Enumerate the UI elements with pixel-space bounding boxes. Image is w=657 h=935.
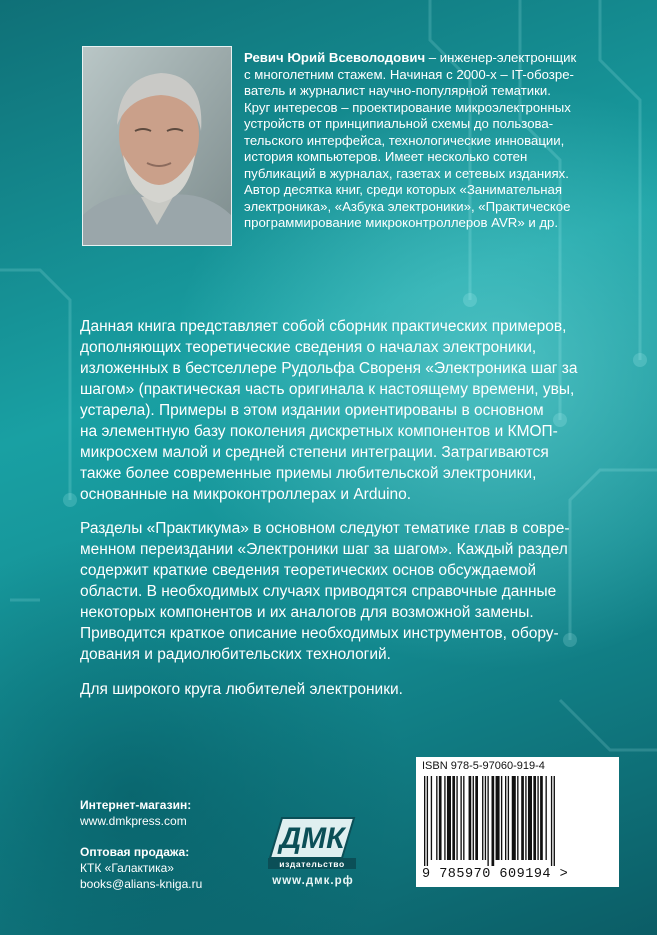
- author-bio-line: Автор десятка книг, среди которых «Занимательная: [244, 182, 563, 197]
- online-shop-heading: Интернет-магазин:: [80, 798, 192, 812]
- author-bio-line: – инженер-электронщик: [425, 50, 577, 65]
- wholesale-company: КТК «Галактика»: [80, 861, 174, 875]
- author-bio-line: электроника», «Азбука электроники», «Практическое: [244, 198, 571, 214]
- description-line: изложенных в бестселлере Рудольфа Свореня «Электроника шаг за: [80, 360, 578, 377]
- description-line: также более современные приемы любительской электроники,: [80, 465, 537, 482]
- barcode-bar: [501, 776, 502, 860]
- barcode-bars: [422, 776, 612, 866]
- barcode-bar: [482, 776, 483, 860]
- description-line: шагом» (практическая часть оригинала к настоящему времени, увы,: [80, 381, 575, 398]
- barcode-bar: [460, 776, 461, 860]
- barcode-bar: [533, 776, 536, 860]
- author-bio-line: публикаций в журналах, газетах и сетевых изданиях.: [244, 165, 569, 181]
- barcode-bar: [492, 776, 495, 866]
- wholesale-info: [80, 844, 202, 892]
- barcode-bar: [487, 776, 488, 866]
- barcode-bar: [439, 776, 442, 860]
- barcode-bar: [521, 776, 524, 860]
- online-shop-url[interactable]: www.dmkpress.com: [80, 814, 187, 828]
- barcode-bar: [469, 776, 472, 860]
- barcode-bar: [452, 776, 455, 860]
- description-line: Для широкого круга любителей электроники.: [80, 681, 403, 698]
- barcode-bar: [546, 776, 547, 860]
- barcode-bar: [505, 776, 506, 860]
- barcode-bar: [528, 776, 532, 860]
- description-line: Разделы «Практикума» в основном следуют тематике глав в совре-: [80, 520, 570, 537]
- description-line: дования и радиолюбительских технологий.: [80, 646, 391, 663]
- description-line: основанные на микроконтроллерах и Arduino.: [80, 486, 412, 503]
- barcode-bar: [554, 776, 555, 866]
- description-paragraph-2: [80, 518, 590, 665]
- description-line: на элементную базу поколения дискретных компонентов и КМОП-: [80, 423, 558, 440]
- barcode-bar: [508, 776, 509, 860]
- author-bio: [244, 50, 604, 232]
- author-bio-line: с многолетним стажем. Начиная с 2000-х – IT-обозре-: [244, 66, 574, 82]
- logo-subtext: издательство: [279, 859, 345, 869]
- description-line: дополняющих теоретические сведения о началах электроники,: [80, 339, 537, 356]
- barcode-bar: [485, 776, 486, 860]
- publisher-logo: [262, 812, 362, 872]
- author-bio-line: программирование микроконтроллеров AVR» и др.: [244, 215, 559, 230]
- barcode-bar: [424, 776, 425, 866]
- author-bio-line: Круг интересов – проектирование микроэлектронных: [244, 99, 571, 115]
- barcode-bar: [436, 776, 437, 860]
- description-line: менном переиздании «Электроники шаг за шагом». Каждый раздел: [80, 541, 568, 558]
- description-line: устарела). Примеры в этом издании ориентированы в основном: [80, 402, 544, 419]
- author-bio-line: история компьютеров. Имеет несколько сотен: [244, 149, 528, 164]
- barcode-bar: [537, 776, 538, 860]
- online-shop-info: [80, 797, 191, 829]
- barcode-bar: [475, 776, 478, 860]
- logo-text: ДМК: [279, 822, 345, 855]
- barcode-bar: [517, 776, 518, 860]
- barcode-bar: [463, 776, 464, 860]
- barcode-bar: [496, 776, 500, 860]
- isbn-barcode: [416, 757, 619, 887]
- barcode-bar: [456, 776, 457, 860]
- wholesale-email[interactable]: books@alians-kniga.ru: [80, 877, 203, 891]
- barcode-bar: [473, 776, 474, 860]
- description-line: области. В необходимых случаях приводятся справочные данные: [80, 583, 557, 600]
- barcode-bar: [444, 776, 445, 860]
- barcode-bar: [447, 776, 451, 860]
- author-bio-line: тельского интерфейса, технологические инновации,: [244, 132, 565, 148]
- barcode-bar: [431, 776, 432, 860]
- barcode-bar: [512, 776, 516, 860]
- description-line: содержит краткие сведения теоретических основ обсуждаемой: [80, 562, 537, 579]
- author-photo: [82, 46, 232, 246]
- wholesale-heading: Оптовая продажа:: [80, 845, 190, 859]
- author-bio-line: ватель и журналист научно-популярной тематики.: [244, 83, 551, 98]
- author-bio-first-line: [244, 50, 604, 67]
- description-line: некоторых компонентов и их аналогов для возможной замены.: [80, 604, 534, 621]
- description-line: микросхем малой и средней степени интеграции. Затрагиваются: [80, 444, 549, 461]
- barcode-bar: [551, 776, 552, 866]
- author-bio-line: устройств от принципиальной схемы до пользова-: [244, 116, 554, 131]
- barcode-bar: [525, 776, 526, 860]
- description-line: Данная книга представляет собой сборник практических примеров,: [80, 318, 567, 335]
- description-line: Приводится краткое описание необходимых инструментов, обору-: [80, 625, 559, 642]
- barcode-digits: 9 785970 609194 >: [422, 867, 569, 882]
- isbn-label: ISBN 978-5-97060-919-4: [422, 760, 545, 772]
- description-paragraph-1: [80, 316, 590, 505]
- description-paragraph-3: [80, 679, 590, 700]
- publisher-website[interactable]: www.дмк.рф: [272, 875, 354, 887]
- barcode-bar: [427, 776, 428, 866]
- barcode-bar: [540, 776, 543, 860]
- author-name: Ревич Юрий Всеволодович: [244, 50, 426, 65]
